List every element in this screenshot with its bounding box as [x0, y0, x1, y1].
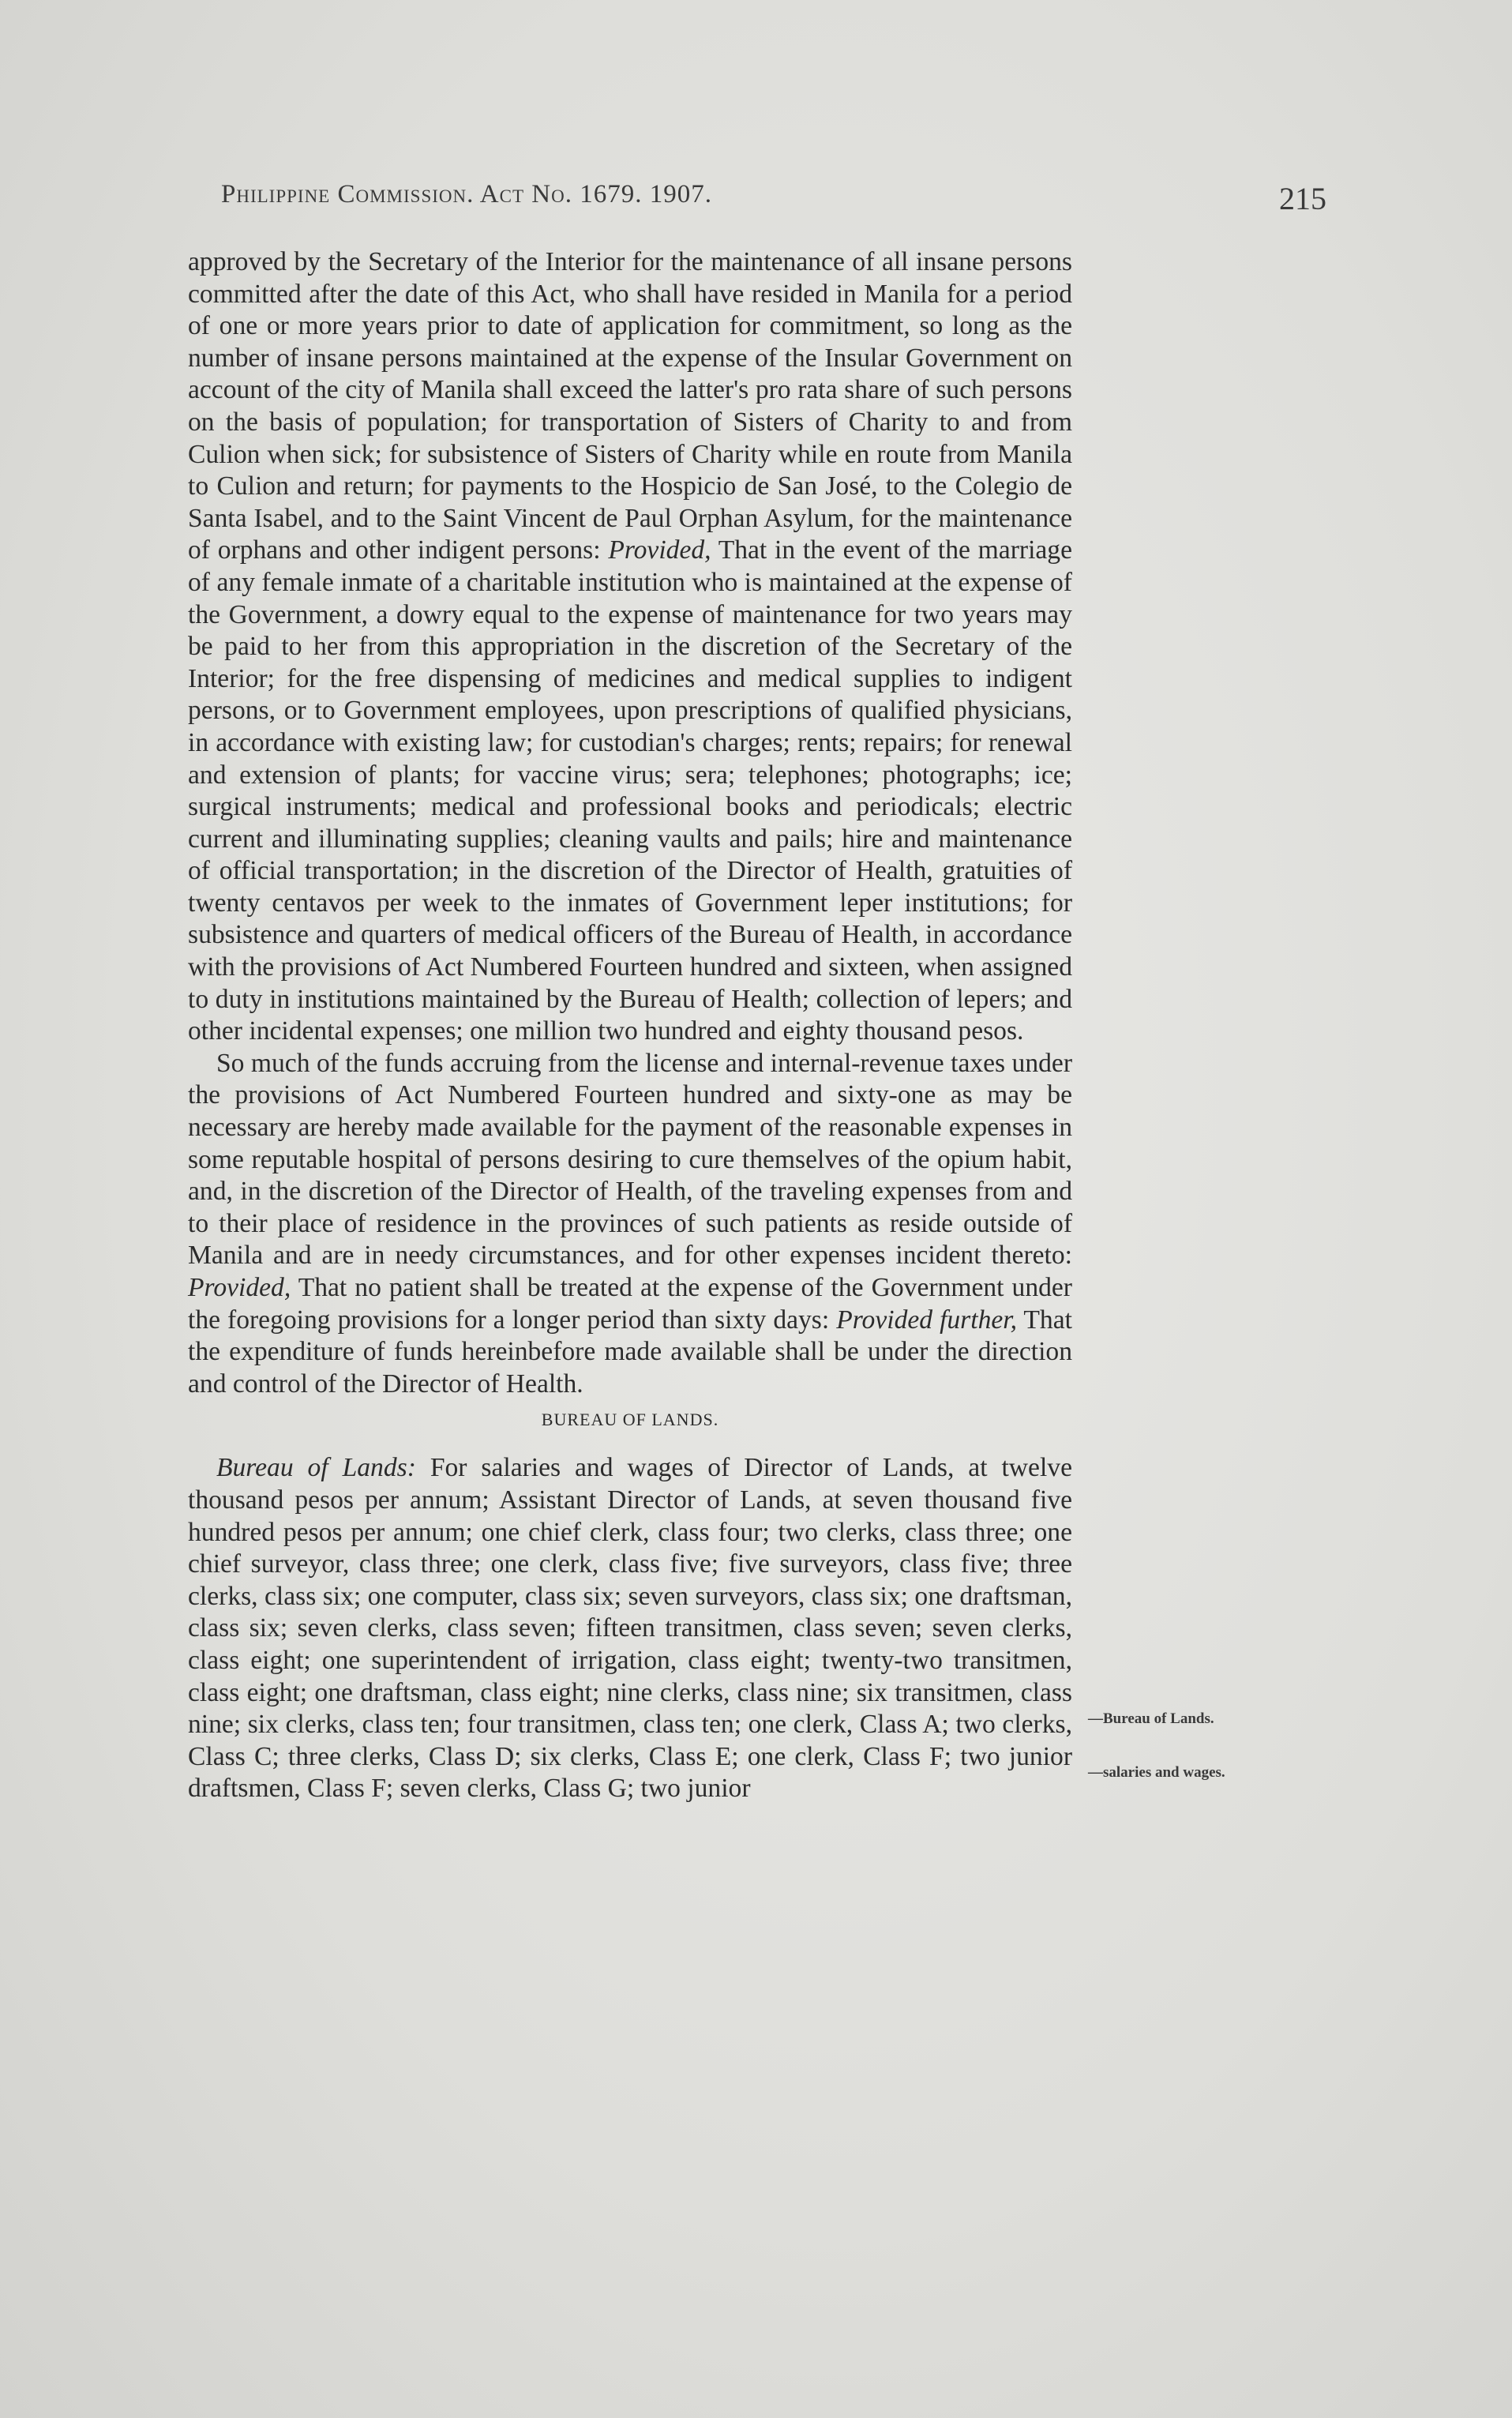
body-text: [188, 246, 1072, 1805]
margin-note-salaries-and-wages: —salaries and wages.: [1088, 1764, 1225, 1781]
paragraph-2-end: That the expenditure of funds hereinbefore made available shall be under the direction and control of the Director of Health.: [188, 1305, 1072, 1399]
paragraph-1-text: approved by the Secretary of the Interior for the maintenance of all insane persons committed after the date of this Act, who shall have resided in Manila for a period of one or more years prior to date of application for commitment, so long as the number of insane persons maintained at the expense of the Insular Government on account of the city of Manila shall exceed the latter's pro rata share of such persons on the basis of population; for transportation of Sisters of Charity to and from Culion when sick; for subsistence of Sisters of Charity while en route from Manila to Culion and return; for payments to the Hospicio de San José, to the Colegio de Santa Isabel, and to the Saint Vincent de Paul Orphan Asylum, for the maintenance of orphans and other indigent persons:: [188, 247, 1072, 565]
paragraph-3: [188, 1452, 1072, 1805]
paragraph-1: [188, 246, 1072, 1048]
proviso-2-label: Provided,: [188, 1273, 291, 1302]
proviso-3-label: Provided further,: [836, 1305, 1018, 1335]
running-head: Philippine Commission. Act No. 1679. 1907.: [221, 180, 712, 208]
paragraph-2-text: So much of the funds accruing from the license and internal-revenue taxes under the provisions of Act Numbered Fourteen hundred and sixty-one as may be necessary are hereby made available for the payment of the reasonable expenses in some reputable hospital of persons desiring to cure themselves of the opium habit, and, in the discretion of the Director of Health, of the traveling expenses from and to their place of residence in the provinces of such patients as reside outside of Manila and are in needy circumstances, and for other expenses incident thereto:: [188, 1048, 1072, 1271]
page-number: 215: [1279, 181, 1326, 216]
paragraph-3-text: For salaries and wages of Director of Lands, at twelve thousand pesos per annum; Assistant Director of Lands, at seven thousand five hundred pesos per annum; one chief clerk, class four; two clerks, class three; one chief surveyor, class three; one clerk, class five; five surveyors, class five; three clerks, class six; one computer, class six; seven surveyors, class six; one draftsman, class six; seven clerks, class seven; fifteen transitmen, class seven; seven clerks, class eight; one superintendent of irrigation, class eight; twenty-two transitmen, class eight; one draftsman, class eight; nine clerks, class nine; six transitmen, class nine; six clerks, class ten; four transitmen, class ten; one clerk, Class A; two clerks, Class C; three clerks, Class D; six clerks, Class E; one clerk, Class F; two junior draftsmen, Class F; seven clerks, Class G; two junior: [188, 1453, 1072, 1804]
margin-note-bureau-of-lands: —Bureau of Lands.: [1088, 1710, 1214, 1727]
paragraph-2-cont: That no patient shall be treated at the expense of the Government under the foregoing provisions for a longer period than sixty days:: [188, 1273, 1072, 1335]
paragraph-2: [188, 1048, 1072, 1401]
page-header: [221, 180, 1326, 227]
section-heading: BUREAU OF LANDS.: [541, 1410, 719, 1430]
paragraph-3-label: Bureau of Lands:: [216, 1453, 416, 1483]
proviso-1-label: Provided,: [608, 535, 711, 565]
paragraph-1-cont: That in the event of the marriage of any female inmate of a charitable institution who is maintained at the expense of the Government, a dowry equal to the expense of maintenance for two years may be paid to her from this appropriation in the discretion of the Secretary of the Interior; for the free dispensing of medicines and medical supplies to indigent persons, or to Government employees, upon prescriptions of qualified physicians, in accordance with existing law; for custodian's charges; rents; repairs; for renewal and extension of plants; for vaccine virus; sera; telephones; photographs; ice; surgical instruments; medical and professional books and periodicals; electric current and illuminating supplies; cleaning vaults and pails; hire and maintenance of official transportation; in the discretion of the Director of Health, gratuities of twenty centavos per week to the inmates of Government leper institutions; for subsistence and quarters of medical officers of the Bureau of Health, in accordance with the provisions of Act Numbered Fourteen hundred and sixteen, when assigned to duty in institutions maintained by the Bureau of Health; collection of lepers; and other incidental expenses; one million two hundred and eighty thousand pesos.: [188, 535, 1072, 1046]
